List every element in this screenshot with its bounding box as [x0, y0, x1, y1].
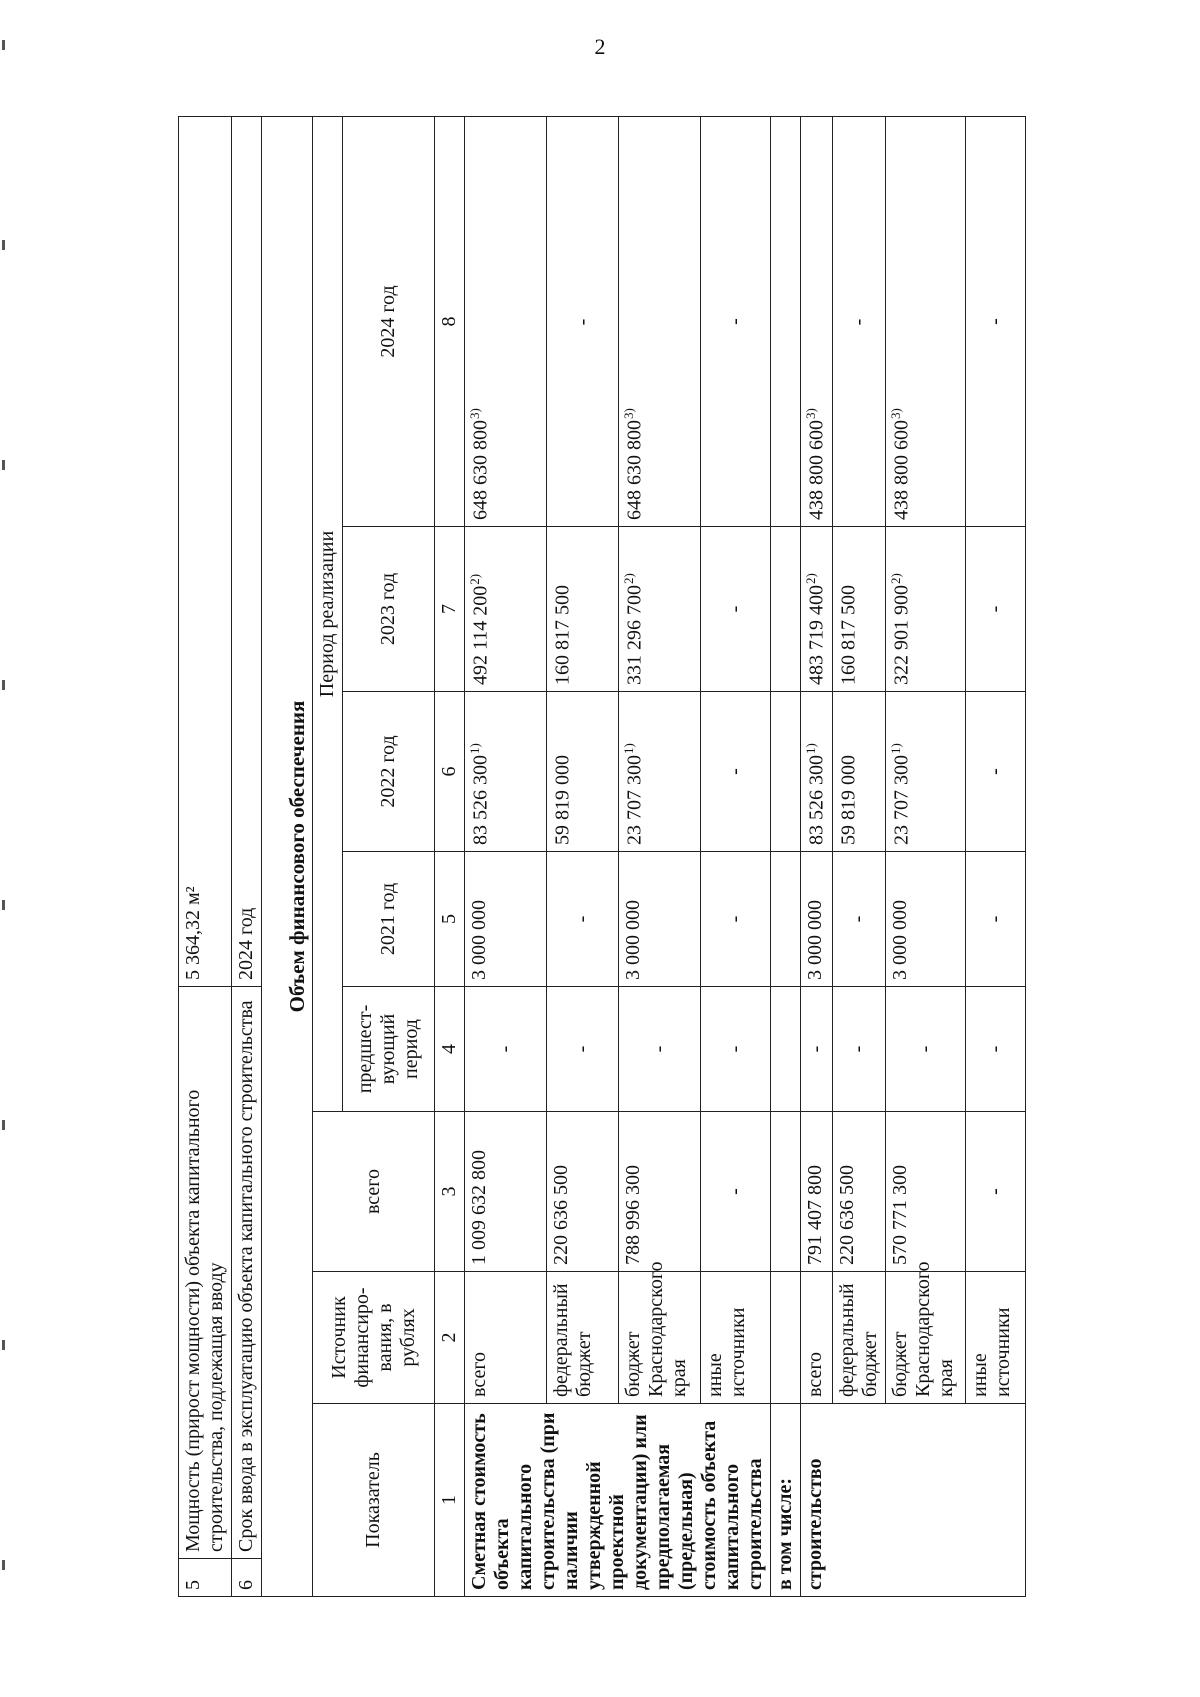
y2024-cell: - [965, 116, 1025, 526]
source-cell: иные источники [701, 1272, 771, 1404]
col-number: 7 [435, 527, 465, 692]
y2021-cell: 3 000 000 [885, 852, 965, 987]
y2023-cell: 492 114 200$^{2)}$ [465, 527, 547, 692]
header-2024: 2024 год [343, 116, 435, 526]
total-cell: 788 996 300 [619, 1112, 701, 1272]
table-row [547, 116, 619, 1596]
source-cell: федеральный бюджет [832, 1272, 885, 1404]
y2024-cell: 648 630 800$^{3)}$ [465, 116, 547, 526]
financing-table [178, 116, 1026, 1597]
col-number: 5 [435, 852, 465, 987]
header-2023: 2023 год [343, 527, 435, 692]
row-value: 5 364,32 м² [179, 116, 232, 986]
col-number: 4 [435, 987, 465, 1112]
y2022-cell: 59 819 000 [547, 692, 619, 852]
including-row [771, 116, 801, 1596]
scan-edge-marks [2, 40, 10, 1640]
y2021-cell: - [547, 852, 619, 987]
prev-cell: - [801, 987, 833, 1112]
header-row-1 [313, 116, 343, 1596]
col-number: 6 [435, 692, 465, 852]
prev-cell: - [701, 987, 771, 1112]
y2024-cell: 438 800 600$^{3)}$ [801, 116, 833, 526]
row-value: 2024 год [232, 116, 262, 986]
table-row [832, 116, 885, 1596]
header-period: Период реализации [313, 116, 343, 1111]
page-number: 2 [594, 34, 606, 59]
y2024-cell: - [547, 116, 619, 526]
prev-cell: - [965, 987, 1025, 1112]
row-label: Срок ввода в эксплуатацию объекта капитального строительства [232, 987, 262, 1559]
y2024-cell: 648 630 800$^{3)}$ [619, 116, 701, 526]
y2021-cell: - [701, 852, 771, 987]
source-cell: всего [465, 1272, 547, 1404]
including-label: в том числе: [771, 1404, 801, 1597]
y2022-cell: 83 526 300$^{1)}$ [465, 692, 547, 852]
header-total: всего [313, 1112, 435, 1272]
prev-cell: - [832, 987, 885, 1112]
y2023-cell: - [701, 527, 771, 692]
col-number: 8 [435, 116, 465, 526]
table-row [965, 116, 1025, 1596]
table-row [701, 116, 771, 1596]
y2021-cell: 3 000 000 [801, 852, 833, 987]
table-row [885, 116, 965, 1596]
y2022-cell: 59 819 000 [832, 692, 885, 852]
group-label: строительство [801, 1404, 1026, 1597]
row-number: 6 [232, 1559, 262, 1597]
y2023-cell: 322 901 900$^{2)}$ [885, 527, 965, 692]
header-indicator: Показатель [313, 1404, 435, 1597]
header-2021: 2021 год [343, 852, 435, 987]
row-label: Мощность (прирост мощности) объекта капитального строительства, подлежащая вводу [179, 987, 232, 1559]
col-number: 2 [435, 1272, 465, 1404]
col-number: 1 [435, 1404, 465, 1597]
column-numbers-row [435, 116, 465, 1596]
header-source: Источник финансиро-вания, в рублях [313, 1272, 435, 1404]
y2021-cell: - [832, 852, 885, 987]
y2022-cell: 23 707 300$^{1)}$ [885, 692, 965, 852]
y2021-cell: 3 000 000 [465, 852, 547, 987]
table-row [465, 116, 547, 1596]
total-cell: - [701, 1112, 771, 1272]
info-row-5 [179, 116, 232, 1596]
source-cell: бюджет Краснодарского края [619, 1272, 701, 1404]
total-cell: 570 771 300 [885, 1112, 965, 1272]
y2023-cell: - [965, 527, 1025, 692]
total-cell: - [965, 1112, 1025, 1272]
y2022-cell: - [965, 692, 1025, 852]
source-cell: иные источники [965, 1272, 1025, 1404]
prev-cell: - [465, 987, 547, 1112]
y2024-cell: 438 800 600$^{3)}$ [885, 116, 965, 526]
prev-cell: - [547, 987, 619, 1112]
prev-cell: - [885, 987, 965, 1112]
table-row [801, 116, 833, 1596]
group-label: Сметная стоимость объекта капитального строительства (при наличии утвержденной проектной документации) или предполагаемая (предельная) стоимость объекта капитального строительства [465, 1404, 771, 1597]
row-number: 5 [179, 1559, 232, 1597]
y2024-cell: - [832, 116, 885, 526]
total-cell: 220 636 500 [547, 1112, 619, 1272]
y2023-cell: 160 817 500 [547, 527, 619, 692]
total-cell: 791 407 800 [801, 1112, 833, 1272]
header-2022: 2022 год [343, 692, 435, 852]
info-row-6 [232, 116, 262, 1596]
section-title: Объем финансового обеспечения [262, 116, 313, 1596]
header-previous: предшест-вующий период [343, 987, 435, 1112]
source-cell: всего [801, 1272, 833, 1404]
y2022-cell: 83 526 300$^{1)}$ [801, 692, 833, 852]
table-row [619, 116, 701, 1596]
y2023-cell: 331 296 700$^{2)}$ [619, 527, 701, 692]
source-cell: бюджет Краснодарского края [885, 1272, 965, 1404]
y2021-cell: - [965, 852, 1025, 987]
y2021-cell: 3 000 000 [619, 852, 701, 987]
y2024-cell: - [701, 116, 771, 526]
y2022-cell: - [701, 692, 771, 852]
section-title-row [262, 116, 313, 1596]
y2023-cell: 483 719 400$^{2)}$ [801, 527, 833, 692]
total-cell: 220 636 500 [832, 1112, 885, 1272]
y2023-cell: 160 817 500 [832, 527, 885, 692]
total-cell: 1 009 632 800 [465, 1112, 547, 1272]
rotated-table-container [178, 117, 1063, 1597]
source-cell: федеральный бюджет [547, 1272, 619, 1404]
y2022-cell: 23 707 300$^{1)}$ [619, 692, 701, 852]
col-number: 3 [435, 1112, 465, 1272]
prev-cell: - [619, 987, 701, 1112]
